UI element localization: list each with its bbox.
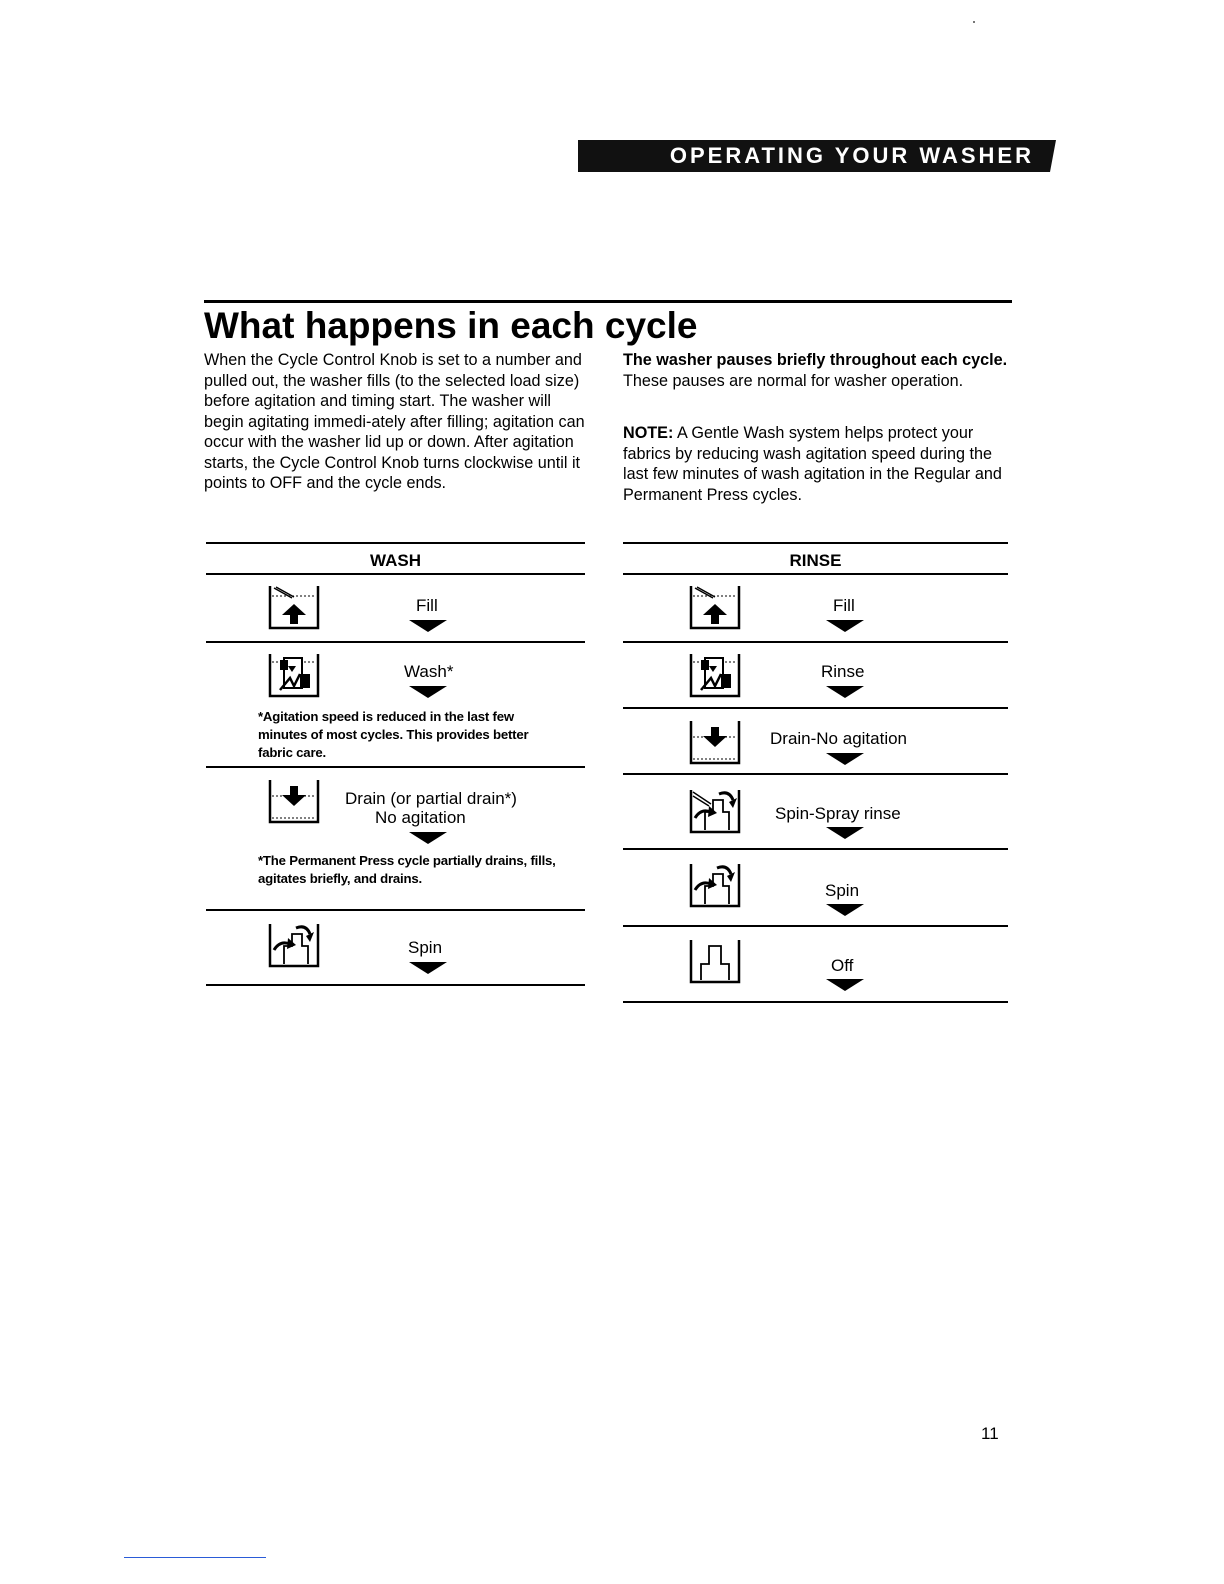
wash-wash-label: Wash* xyxy=(404,662,454,681)
rinse-header-rule xyxy=(623,573,1008,575)
off-icon xyxy=(687,936,743,986)
wash-rule-2 xyxy=(206,766,585,768)
page-number: 11 xyxy=(981,1424,999,1443)
wash-drain-label: Drain (or partial drain*) xyxy=(345,789,517,808)
rinse-rule-3 xyxy=(623,773,1008,775)
wash-no-agitation-label: No agitation xyxy=(375,808,466,827)
wash-spin-label: Spin xyxy=(408,938,443,957)
wash-spin-arrow xyxy=(409,962,447,974)
rinse-rule-5 xyxy=(623,925,1008,927)
banner-tip xyxy=(1050,140,1056,172)
rinse-spray-arrow xyxy=(826,827,864,839)
page-title: What happens in each cycle xyxy=(204,305,698,346)
pause-statement: The washer pauses briefly throughout each cycle. xyxy=(623,351,1008,369)
wash-wash-arrow xyxy=(409,686,447,698)
wash-agitation-note: *Agitation speed is reduced in the last few minutes of most cycles. This provides better fabric care. xyxy=(258,709,529,760)
section-banner: OPERATING YOUR WASHER xyxy=(578,140,1050,172)
note-paragraph xyxy=(623,423,1013,505)
spin-icon xyxy=(687,860,743,910)
rinse-spin-label: Spin xyxy=(825,881,860,900)
wash-top-rule xyxy=(206,542,585,544)
scan-speck xyxy=(973,21,975,23)
rinse-rinse-arrow xyxy=(826,686,864,698)
rinse-rinse-label: Rinse xyxy=(821,662,865,681)
wash-fill-arrow xyxy=(409,620,447,632)
rinse-spray-label: Spin-Spray rinse xyxy=(775,804,901,823)
rinse-panel xyxy=(623,542,1008,1007)
rinse-rule-1 xyxy=(623,641,1008,643)
rinse-off-label: Off xyxy=(831,956,854,975)
note-label: NOTE: xyxy=(623,424,674,442)
rinse-spin-arrow xyxy=(826,904,864,916)
rinse-fill-arrow xyxy=(826,620,864,632)
wash-header-rule xyxy=(206,573,585,575)
fill-icon xyxy=(687,582,743,632)
spin-spray-icon xyxy=(687,786,743,836)
wash-fill-label: Fill xyxy=(416,596,438,615)
rinse-drain-label: Drain-No agitation xyxy=(770,729,908,748)
intro-left-paragraph: When the Cycle Control Knob is set to a number and pulled out, the washer fills (to the selected load size) before agitation and timing start. The washer will begin agitating immedi-ately after filling; agitation can occur with the washer lid up or down. After agitation starts, the Cycle Control Knob turns clockwise until it points to OFF and the cycle ends. xyxy=(204,351,585,492)
wash-rule-1 xyxy=(206,641,585,643)
rinse-fill-label: Fill xyxy=(833,596,855,615)
intro-right-paragraph xyxy=(623,350,1013,391)
wash-rule-3 xyxy=(206,909,585,911)
drain-icon xyxy=(687,717,743,767)
wash-bottom-rule xyxy=(206,984,585,986)
note-text: A Gentle Wash system helps protect your fabrics by reducing wash agitation speed during the last few minutes of wash agitation in the Regular and Permanent Press cycles. xyxy=(623,424,1002,504)
wash-permanent-press-note: *The Permanent Press cycle partially drains, fills, agitates briefly, and drains. xyxy=(258,853,556,886)
rinse-bottom-rule xyxy=(623,1001,1008,1003)
drain-icon xyxy=(266,776,322,826)
agitate-icon xyxy=(687,650,743,700)
rinse-rule-2 xyxy=(623,707,1008,709)
rinse-off-arrow xyxy=(826,979,864,991)
wash-drain-arrow xyxy=(409,832,447,844)
wash-panel xyxy=(206,542,585,992)
pause-explanation: These pauses are normal for washer operation. xyxy=(623,371,964,390)
rinse-top-rule xyxy=(623,542,1008,544)
rinse-header: RINSE xyxy=(789,551,842,570)
fill-icon xyxy=(266,582,322,632)
spin-icon xyxy=(266,920,322,970)
rinse-drain-arrow xyxy=(826,753,864,765)
footnote-rule xyxy=(124,1557,266,1558)
agitate-icon xyxy=(266,650,322,700)
wash-header: WASH xyxy=(370,551,421,570)
rinse-rule-4 xyxy=(623,848,1008,850)
